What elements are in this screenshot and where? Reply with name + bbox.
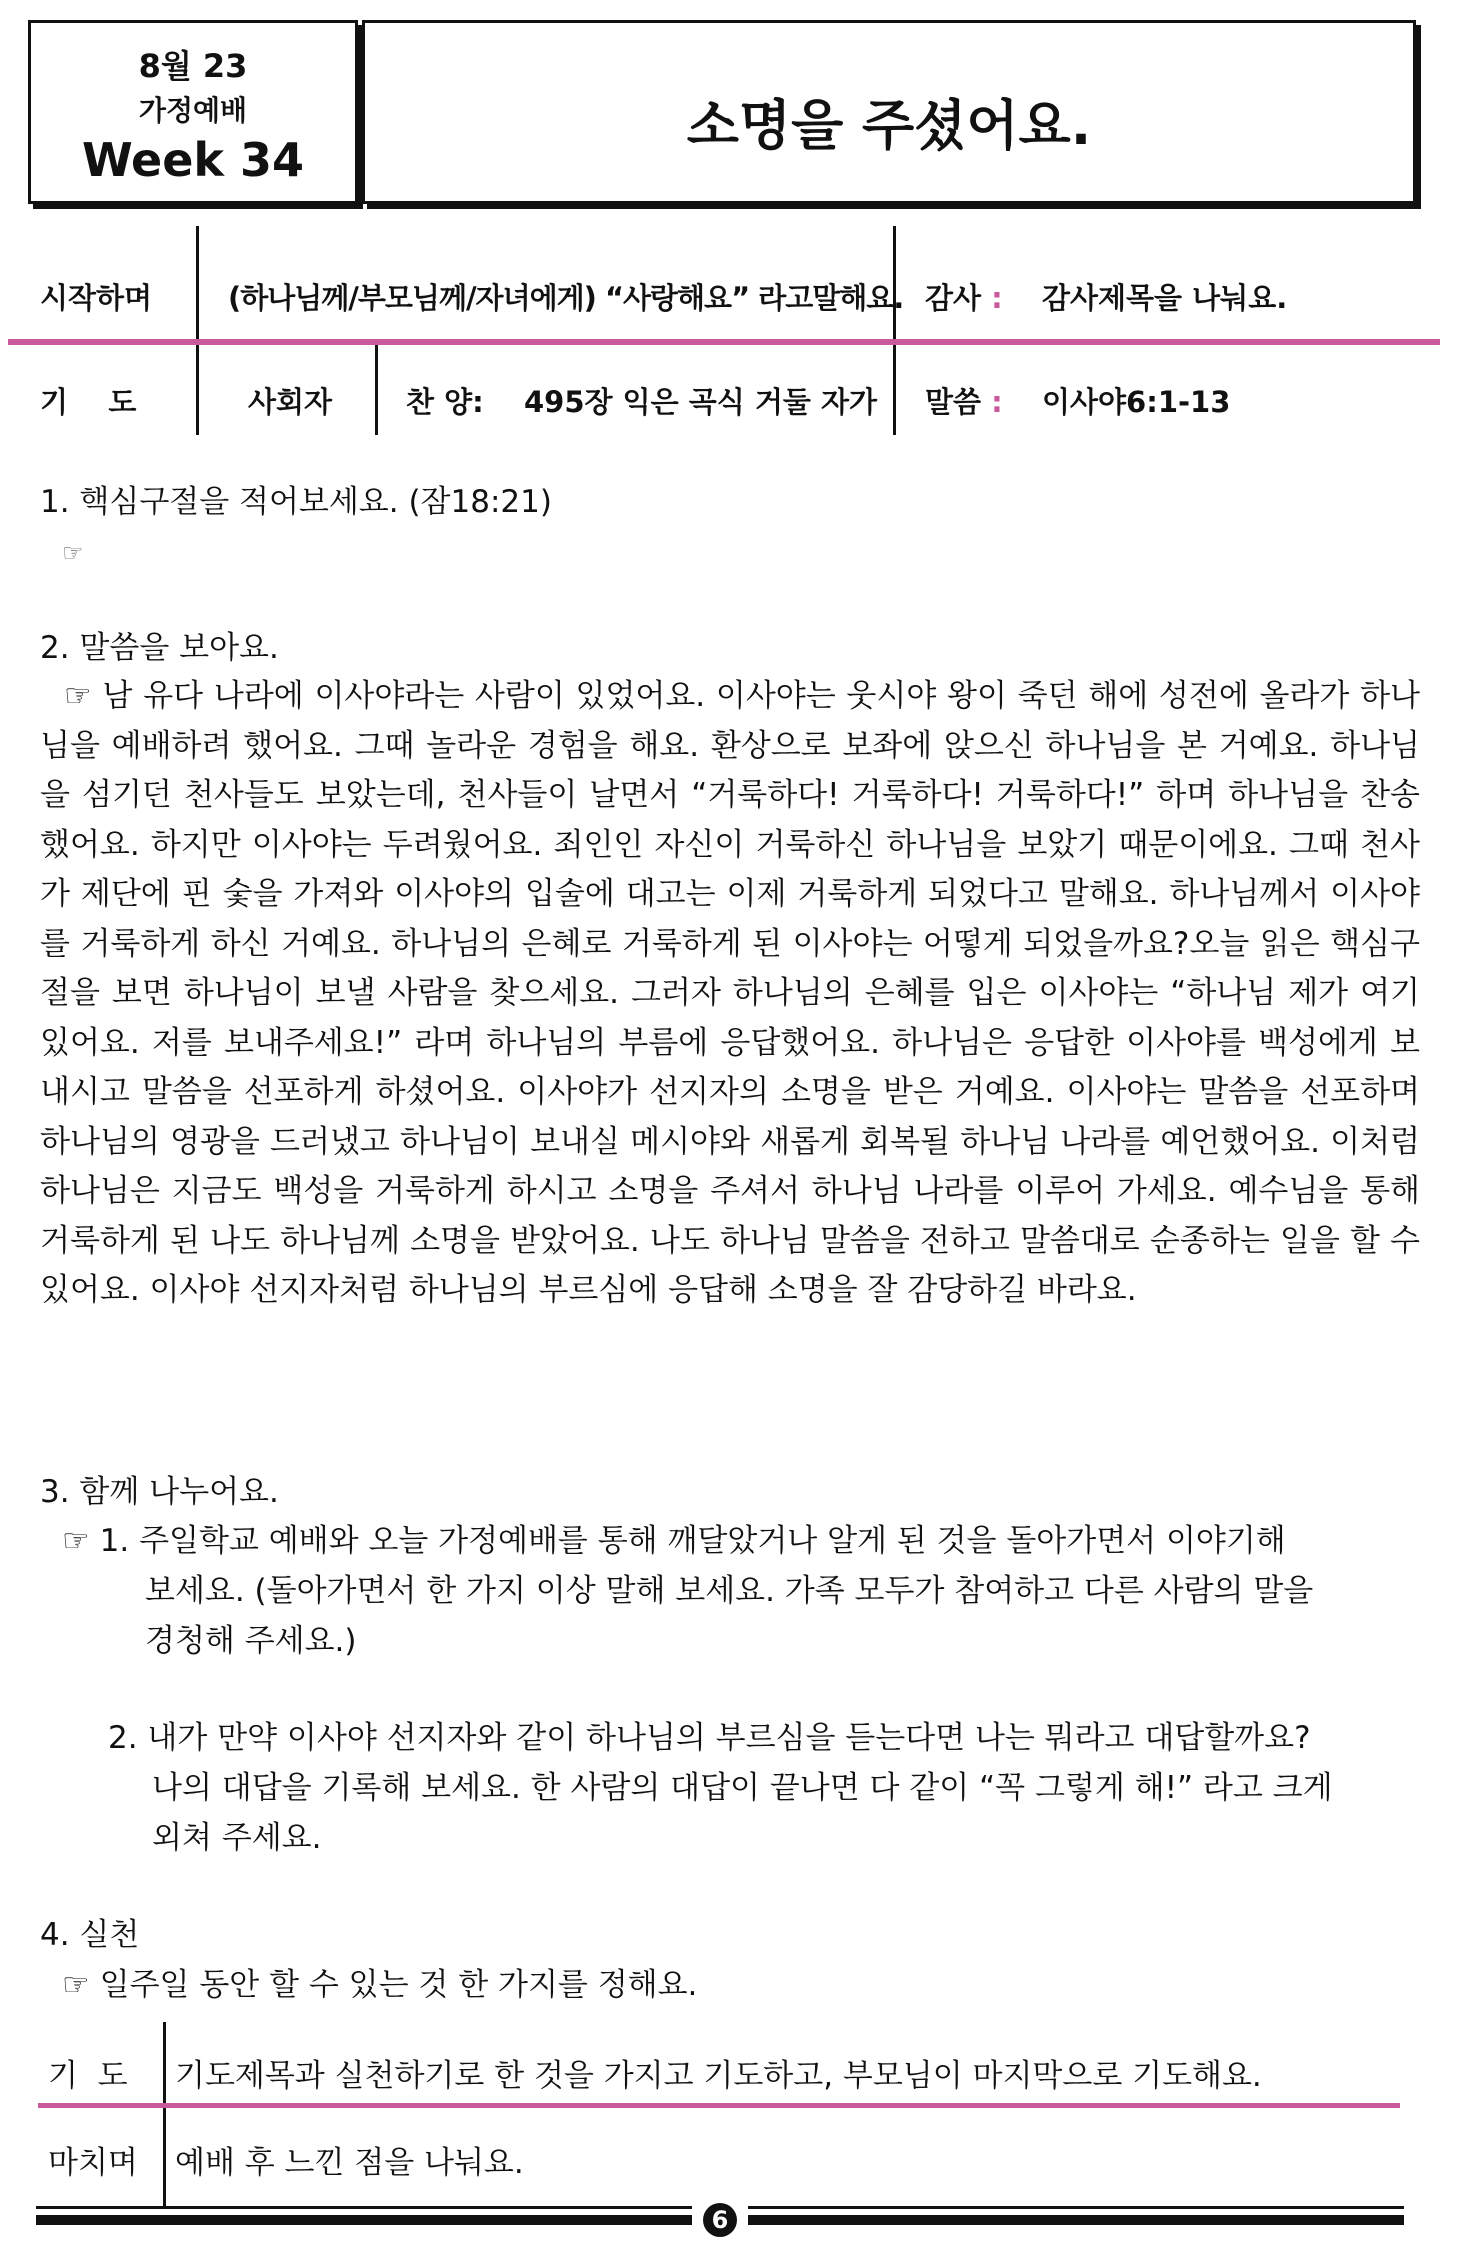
section2-heading: 2. 말씀을 보아요. [40,630,279,666]
divider [375,345,378,435]
question1-line: 보세요. (돌아가면서 한 가지 이상 말해 보세요. 가족 모두가 참여하고 다른 사람의 말을 [145,1573,1314,1609]
date: 8월 23 [138,47,248,85]
thanks-text: 감사제목을 나눠요. [1042,281,1288,315]
section4-text: ☞ 일주일 동안 할 수 있는 것 한 가지를 정해요. [62,1967,698,2003]
prayer-label: 기 도 [40,385,137,419]
pink-divider [8,339,1440,345]
thanks-colon: : [991,281,1003,315]
footer-rule [748,2215,1404,2225]
divider [196,226,199,340]
section4-heading: 4. 실천 [40,1917,140,1953]
question2-line: 2. 내가 만약 이사야 선지자와 같이 하나님의 부르심을 듣는다면 나는 뭐라고 대답할까요? [108,1720,1311,1756]
footer-rule [36,2206,692,2209]
closing-prayer-text: 기도제목과 실천하기로 한 것을 가지고 기도하고, 부모님이 마지막으로 기도해요. [175,2058,1262,2094]
date-box [28,20,358,204]
word-label-text: 말씀 [925,385,982,419]
section2-body: ☞ 남 유다 나라에 이사야라는 사람이 있었어요. 이사야는 웃시야 왕이 죽던 해에 성전에 올라가 하나님을 예배하려 했어요. 그때 놀라운 경험을 해요. 환상으로 보좌에 앉으신 하나님을 본 거예요. 하나님을 섬기던 천사들도 보았는데, 천사들이 날면서 “거룩하다! 거룩하다! 거룩하다!” 하며 하나님을 찬송했어요. 하지만 이사야는 두려웠어요. 죄인인 자신이 거룩하신 하나님을 보았기 때문이에요. 그때 천사가 제단에 핀 숯을 가져와 이사야의 입술에 대고는 이제 거룩하게 되었다고 말해요. 하나님께서 이사야를 거룩하게 하신 거예요. 하나님의 은혜로 거룩하게 된 이사야는 어떻게 되었을까요?오늘 읽은 핵심구절을 보면 하나님이 보낼 사람을 찾으세요. 그러자 하나님의 은혜를 입은 이사야는 “하나님 제가 여기 있어요. 저를 보내주세요!” 라며 하나님의 부름에 응답했어요. 하나님은 응답한 이사야를 백성에게 보내시고 말씀을 선포하게 하셨어요. 이사야가 선지자의 소명을 받은 거예요. 이사야는 말씀을 선포하며 하나님의 영광을 드러냈고 하나님이 보내실 메시야와 새롭게 회복될 하나님 나라를 예언했어요. 이처럼 하나님은 지금도 백성을 거룩하게 하시고 소명을 주셔서 하나님 나라를 이루어 가세요. 예수님을 통해 거룩하게 된 나도 하나님께 소명을 받았어요. 나도 하나님 말씀을 전하고 말씀대로 순종하는 일을 할 수 있어요. 이사야 선지자처럼 하나님의 부르심에 응답해 소명을 잘 감당하길 바라요. [40,678,1420,1308]
pink-divider [38,2103,1400,2108]
closing-end-label: 마치며 [48,2145,138,2181]
week-label: Week 34 [81,133,305,187]
hymn-label: 찬 양: [406,385,484,419]
divider [893,345,896,435]
pointer-icon: ☞ [62,539,84,567]
title-box [362,20,1416,204]
thanks-label-text: 감사 [925,281,982,315]
page-number: 6 [703,2203,737,2237]
question2-line: 나의 대답을 기록해 보세요. 한 사람의 대답이 끝나면 다 같이 “꼭 그렇게 해!” 라고 크게 [152,1770,1333,1806]
word-text: 이사야6:1-13 [1042,385,1231,419]
service-type: 가정예배 [138,94,248,127]
word-label [925,380,1003,421]
leader: 사회자 [248,385,333,419]
closing-end-text: 예배 후 느낀 점을 나눠요. [175,2145,524,2181]
question1-line: ☞ 1. 주일학교 예배와 오늘 가정예배를 통해 깨달았거나 알게 된 것을 돌아가면서 이야기해 [62,1523,1286,1559]
thanks-label [925,276,1003,317]
word-colon: : [991,385,1003,419]
page-title: 소명을 주셨어요. [686,94,1092,157]
section1-heading: 1. 핵심구절을 적어보세요. (잠18:21) [40,484,552,520]
question1-line: 경청해 주세요.) [145,1623,357,1659]
footer-rule [748,2206,1404,2209]
start-label: 시작하며 [40,281,153,315]
hymn-text: 495장 익은 곡식 거둘 자가 [524,385,878,419]
start-text: (하나님께/부모님께/자녀에게) “사랑해요” 라고말해요. [228,281,904,315]
question2-line: 외쳐 주세요. [152,1820,322,1856]
closing-prayer-label: 기 도 [48,2058,128,2094]
footer-rule [36,2215,692,2225]
section3-heading: 3. 함께 나누어요. [40,1474,279,1510]
divider [196,345,199,435]
divider [163,2022,166,2207]
